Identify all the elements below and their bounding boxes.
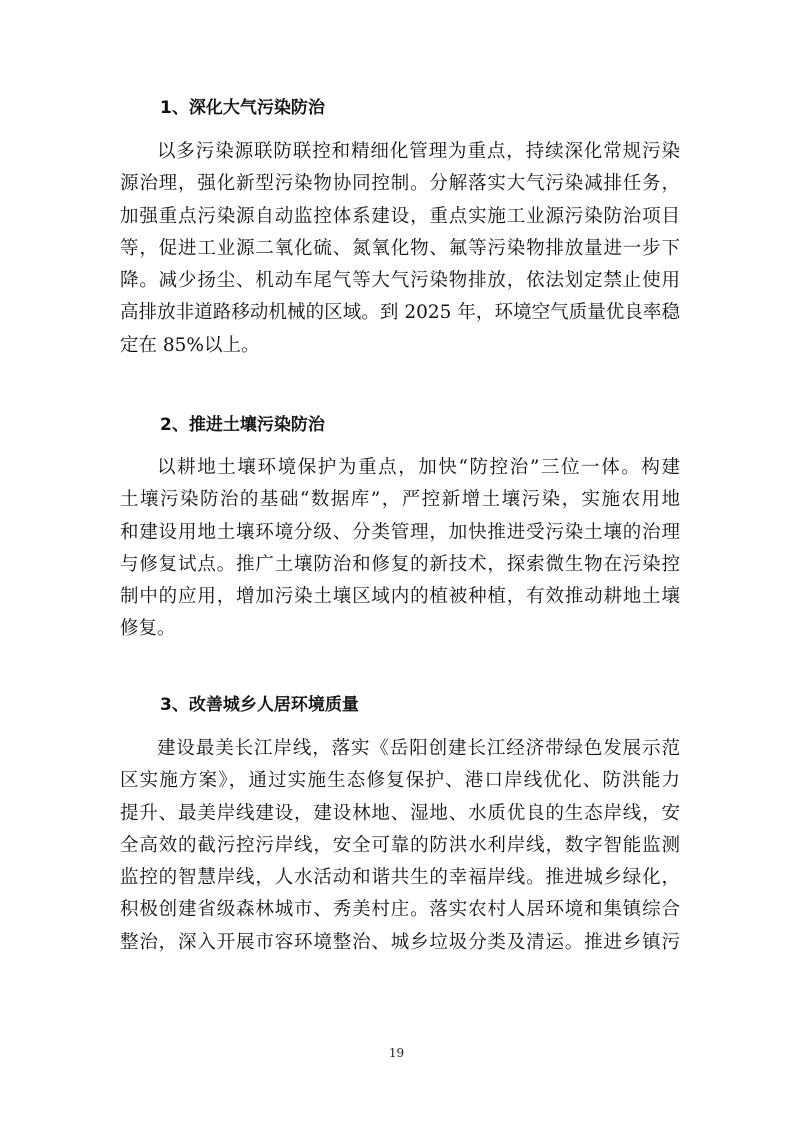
paragraph-line: 源治理，强化新型污染物协同控制。分解落实大气污染减排任务， xyxy=(120,173,680,195)
paragraph-line: 加强重点污染源自动监控体系建设，重点实施工业源污染防治项目 xyxy=(120,205,680,227)
paragraph-line: 土壤污染防治的基础“数据库”，严控新增土壤污染，实施农用地 xyxy=(120,489,680,511)
paragraph-line: 提升、最美岸线建设，建设林地、湿地、水质优良的生态岸线，安 xyxy=(120,802,680,824)
paragraph-line: 降。减少扬尘、机动车尾气等大气污染物排放，依法划定禁止使用 xyxy=(120,270,680,292)
paragraph-line: 积极创建省级森林城市、秀美村庄。落实农村人居环境和集镇综合 xyxy=(120,899,680,921)
section-2-heading: 2、推进土壤污染防治 xyxy=(160,415,325,435)
section-3-heading: 3、改善城乡人居环境质量 xyxy=(160,695,359,715)
paragraph-line: 以多污染源联防联控和精细化管理为重点，持续深化常规污染 xyxy=(157,141,680,162)
section-1-heading: 1、深化大气污染防治 xyxy=(160,98,325,118)
paragraph-line: 等，促进工业源二氧化硫、氮氧化物、氟等污染物排放量进一步下 xyxy=(120,237,680,259)
paragraph-line: 监控的智慧岸线，人水活动和谐共生的幸福岸线。推进城乡绿化， xyxy=(120,867,680,889)
paragraph-line: 修复。 xyxy=(120,618,176,640)
paragraph-line: 高排放非道路移动机械的区域。到 2025 年，环境空气质量优良率稳 xyxy=(120,302,680,324)
section-2-paragraph xyxy=(120,452,680,646)
paragraph-line: 定在 85%以上。 xyxy=(120,334,260,356)
section-1-paragraph xyxy=(120,136,680,362)
paragraph-line: 以耕地土壤环境保护为重点，加快“防控治”三位一体。构建 xyxy=(157,457,680,478)
paragraph-line: 制中的应用，增加污染土壤区域内的植被种植，有效推动耕地土壤 xyxy=(120,586,680,608)
page-number: 19 xyxy=(388,1046,405,1060)
paragraph-line: 区实施方案》，通过实施生态修复保护、港口岸线优化、防洪能力 xyxy=(120,770,680,792)
paragraph-line: 整治，深入开展市容环境整治、城乡垃圾分类及清运。推进乡镇污 xyxy=(120,931,680,953)
paragraph-line: 全高效的截污控污岸线，安全可靠的防洪水利岸线，数字智能监测 xyxy=(120,834,680,856)
paragraph-line: 与修复试点。推广土壤防治和修复的新技术，探索微生物在污染控 xyxy=(120,553,680,575)
paragraph-line: 和建设用地土壤环境分级、分类管理，加快推进受污染土壤的治理 xyxy=(120,521,680,543)
section-3-paragraph xyxy=(120,733,680,959)
paragraph-line: 建设最美长江岸线，落实《岳阳创建长江经济带绿色发展示范 xyxy=(157,738,680,759)
